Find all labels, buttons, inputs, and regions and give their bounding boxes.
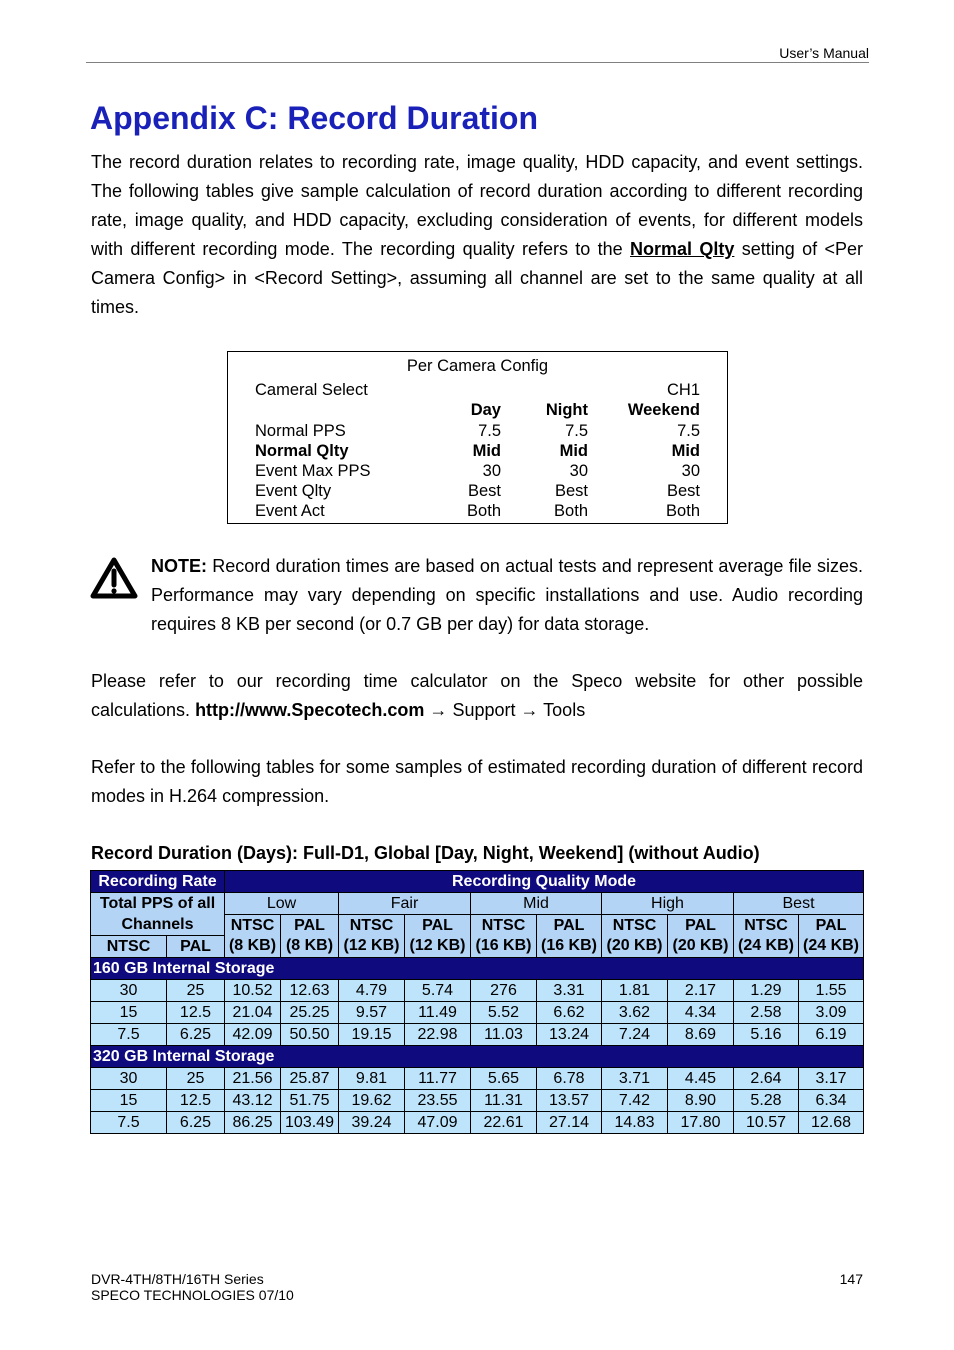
ntsc-label: NTSC [744,917,788,934]
quality-fair-ntsc-header [339,915,405,958]
refer-paragraph: Refer to the following tables for some samples of estimated recording duration of different record modes in H.264 compression. [91,757,863,806]
table-cell: 6.62 [537,1002,602,1024]
table-cell: 11.49 [405,1002,471,1024]
total-pps-header: Total PPS of all Channels [91,893,225,936]
cam-column-header-row [228,401,727,421]
kb-label: (20 KB) [606,937,663,954]
table-cell: 6.25 [167,1112,225,1134]
table-cell: 13.57 [537,1090,602,1112]
pal-label: PAL [685,917,716,934]
table-cell: 11.77 [405,1068,471,1090]
note-label: NOTE: [151,556,207,576]
table-cell: 43.12 [225,1090,281,1112]
table-cell: 25.25 [281,1002,339,1024]
record-duration-table [90,870,864,1134]
warning-icon [90,556,138,605]
intro-bold-term: Normal Qlty [630,239,735,259]
table-cell: 7.42 [602,1090,668,1112]
table-cell: 10.52 [225,980,281,1002]
row-value-weekend: 30 [681,462,700,480]
table-caption: Record Duration (Days): Full-D1, Global [Day, Night, Weekend] (without Audio) [91,843,760,863]
table-cell: 6.78 [537,1068,602,1090]
footer-series: DVR-4TH/8TH/16TH Series [91,1271,264,1287]
table-row [91,1090,864,1112]
row-label: Normal PPS [255,422,346,440]
row-value-day: Best [467,482,501,500]
table-cell: 11.31 [471,1090,537,1112]
table-cell: 6.25 [167,1024,225,1046]
col-header-day: Day [470,401,501,419]
table-cell: 12.5 [167,1090,225,1112]
table-cell: 22.61 [471,1112,537,1134]
pal-label: PAL [815,917,847,934]
quality-low-header: Low [225,893,339,915]
arrow-right-icon: → [424,700,453,720]
table-cell: 9.57 [339,1002,405,1024]
intro-text-1: The record duration relates to recording rate, image quality, HDD capacity, and event settings. The following tables give sample calculation of record duration according to different recording rate, image quality, and HDD capacity, excluding consideration of events, for different models with different recording mode. The recording quality refers to the [91,152,863,259]
quality-best-ntsc-header [734,915,799,958]
rate-ntsc-header: NTSC [91,936,167,958]
table-cell: 47.09 [405,1112,471,1134]
quality-mid-pal-header [537,915,602,958]
quality-fair-pal-header [405,915,471,958]
intro-text-2: setting of <Per Camera Config> in <Record Setting>, assuming all channel are set to the same quality at all times. [91,239,863,317]
table-cell: 30 [91,1068,167,1090]
kb-label: (12 KB) [343,937,400,954]
quality-mid-ntsc-header [471,915,537,958]
table-cell: 42.09 [225,1024,281,1046]
table-cell: 5.52 [471,1002,537,1024]
table-cell: 7.24 [602,1024,668,1046]
table-cell: 5.65 [471,1068,537,1090]
table-cell: 5.16 [734,1024,799,1046]
table-cell: 19.15 [339,1024,405,1046]
note-body: Record duration times are based on actual tests and represent average file sizes. Performance may vary depending on specific installations and use. Audio recording requires 8 KB per second (or 0.7 GB per day) for data storage. [151,556,863,634]
cam-select-row [228,381,727,401]
row-label: Normal Qlty [255,442,349,460]
header-divider [86,62,869,63]
table-cell: 22.98 [405,1024,471,1046]
table-cell: 25.87 [281,1068,339,1090]
intro-paragraph [91,148,863,322]
storage-section-row [91,958,864,980]
per-camera-config-panel [227,351,728,524]
calculator-text: Please refer to our recording time calculator on the Speco website for other possible calculations. [91,671,863,720]
recording-quality-header: Recording Quality Mode [225,871,864,893]
table-cell: 12.5 [167,1002,225,1024]
table-cell: 3.71 [602,1068,668,1090]
table-cell: 21.04 [225,1002,281,1024]
quality-low-ntsc-header [225,915,281,958]
table-cell: 1.55 [799,980,864,1002]
table-cell: 5.28 [734,1090,799,1112]
kb-label: (12 KB) [409,937,466,954]
table-header-row-2 [91,893,864,915]
quality-high-ntsc-header [602,915,668,958]
table-cell: 2.17 [668,980,734,1002]
cam-select-label: Cameral Select [255,381,368,399]
kb-label: (24 KB) [737,937,794,954]
row-value-weekend: Mid [671,442,700,460]
table-cell: 3.31 [537,980,602,1002]
row-value-day: 7.5 [478,422,501,440]
table-cell: 103.49 [281,1112,339,1134]
table-cell: 39.24 [339,1112,405,1134]
table-cell: 8.69 [668,1024,734,1046]
table-cell: 15 [91,1090,167,1112]
table-row [91,980,864,1002]
arrow-right-icon: → [515,700,544,720]
table-cell: 19.62 [339,1090,405,1112]
storage-section-row [91,1046,864,1068]
quality-low-pal-header [281,915,339,958]
table-cell: 9.81 [339,1068,405,1090]
table-cell: 3.17 [799,1068,864,1090]
table-body [91,958,864,1134]
quality-fair-header: Fair [339,893,471,915]
ntsc-label: NTSC [230,917,275,934]
calculator-paragraph [91,667,863,725]
pal-label: PAL [422,917,453,934]
table-cell: 1.29 [734,980,799,1002]
table-cell: 14.83 [602,1112,668,1134]
quality-best-header: Best [734,893,864,915]
table-cell: 1.81 [602,980,668,1002]
cam-row-normal-qlty [228,442,727,462]
row-label: Event Act [255,502,325,520]
table-row [91,1068,864,1090]
note-paragraph [151,552,863,639]
table-cell: 15 [91,1002,167,1024]
row-value-night: Mid [559,442,588,460]
row-value-weekend: Both [666,502,700,520]
table-cell: 30 [91,980,167,1002]
table-row [91,1112,864,1134]
support-link-text: Support [452,700,516,720]
storage-section-title: 320 GB Internal Storage [91,1046,864,1068]
cam-select-value: CH1 [666,381,700,399]
cam-row-event-qlty [228,482,727,502]
row-value-day: 30 [482,462,501,480]
table-cell: 3.09 [799,1002,864,1024]
table-cell: 2.64 [734,1068,799,1090]
quality-mid-header: Mid [471,893,602,915]
table-cell: 17.80 [668,1112,734,1134]
kb-label: (20 KB) [672,937,729,954]
col-header-weekend: Weekend [627,401,700,419]
table-cell: 12.68 [799,1112,864,1134]
table-cell: 25 [167,980,225,1002]
cam-config-title: Per Camera Config [406,357,549,375]
kb-label: (16 KB) [475,937,532,954]
table-cell: 50.50 [281,1024,339,1046]
cam-row-normal-pps [228,422,727,442]
cam-row-event-max-pps [228,462,727,482]
pal-label: PAL [294,917,325,934]
table-cell: 27.14 [537,1112,602,1134]
page-title: Appendix C: Record Duration [90,100,539,136]
table-cell: 10.57 [734,1112,799,1134]
table-cell: 4.34 [668,1002,734,1024]
row-value-weekend: 7.5 [677,422,700,440]
running-header: User’s Manual [779,45,869,61]
tools-link-text: Tools [543,700,586,720]
row-value-weekend: Best [666,482,700,500]
table-cell: 13.24 [537,1024,602,1046]
page-number: 147 [839,1271,863,1287]
table-cell: 8.90 [668,1090,734,1112]
col-header-night: Night [545,401,588,419]
pal-label: PAL [553,917,585,934]
table-cell: 25 [167,1068,225,1090]
table-row [91,1002,864,1024]
table-cell: 7.5 [91,1112,167,1134]
table-cell: 2.58 [734,1002,799,1024]
table-cell: 4.79 [339,980,405,1002]
table-cell: 51.75 [281,1090,339,1112]
row-label: Event Max PPS [255,462,371,480]
row-value-day: Mid [472,442,501,460]
table-cell: 3.62 [602,1002,668,1024]
speco-link[interactable]: http://www.Specotech.com [195,700,425,720]
row-label: Event Qlty [255,482,332,500]
table-cell: 7.5 [91,1024,167,1046]
storage-section-title: 160 GB Internal Storage [91,958,864,980]
rate-pal-header: PAL [167,936,225,958]
kb-label: (8 KB) [228,937,277,954]
ntsc-label: NTSC [612,917,657,934]
table-row [91,1024,864,1046]
table-cell: 5.74 [405,980,471,1002]
table-header-row-1 [91,871,864,893]
quality-best-pal-header [799,915,864,958]
table-cell: 4.45 [668,1068,734,1090]
footer-company: SPECO TECHNOLOGIES 07/10 [91,1287,294,1303]
kb-label: (16 KB) [540,937,597,954]
kb-label: (8 KB) [285,937,334,954]
kb-label: (24 KB) [803,937,860,954]
row-value-night: Best [554,482,588,500]
table-cell: 6.34 [799,1090,864,1112]
table-cell: 21.56 [225,1068,281,1090]
ntsc-label: NTSC [349,917,394,934]
quality-high-header: High [602,893,734,915]
table-cell: 23.55 [405,1090,471,1112]
table-cell: 11.03 [471,1024,537,1046]
cam-row-event-act [228,502,727,522]
table-cell: 86.25 [225,1112,281,1134]
row-value-day: Both [467,502,501,520]
row-value-night: 7.5 [565,422,588,440]
table-cell: 12.63 [281,980,339,1002]
table-cell: 6.19 [799,1024,864,1046]
row-value-night: Both [554,502,588,520]
ntsc-label: NTSC [481,917,526,934]
table-cell: 276 [471,980,537,1002]
quality-high-pal-header [668,915,734,958]
row-value-night: 30 [569,462,588,480]
recording-rate-header: Recording Rate [91,871,225,893]
